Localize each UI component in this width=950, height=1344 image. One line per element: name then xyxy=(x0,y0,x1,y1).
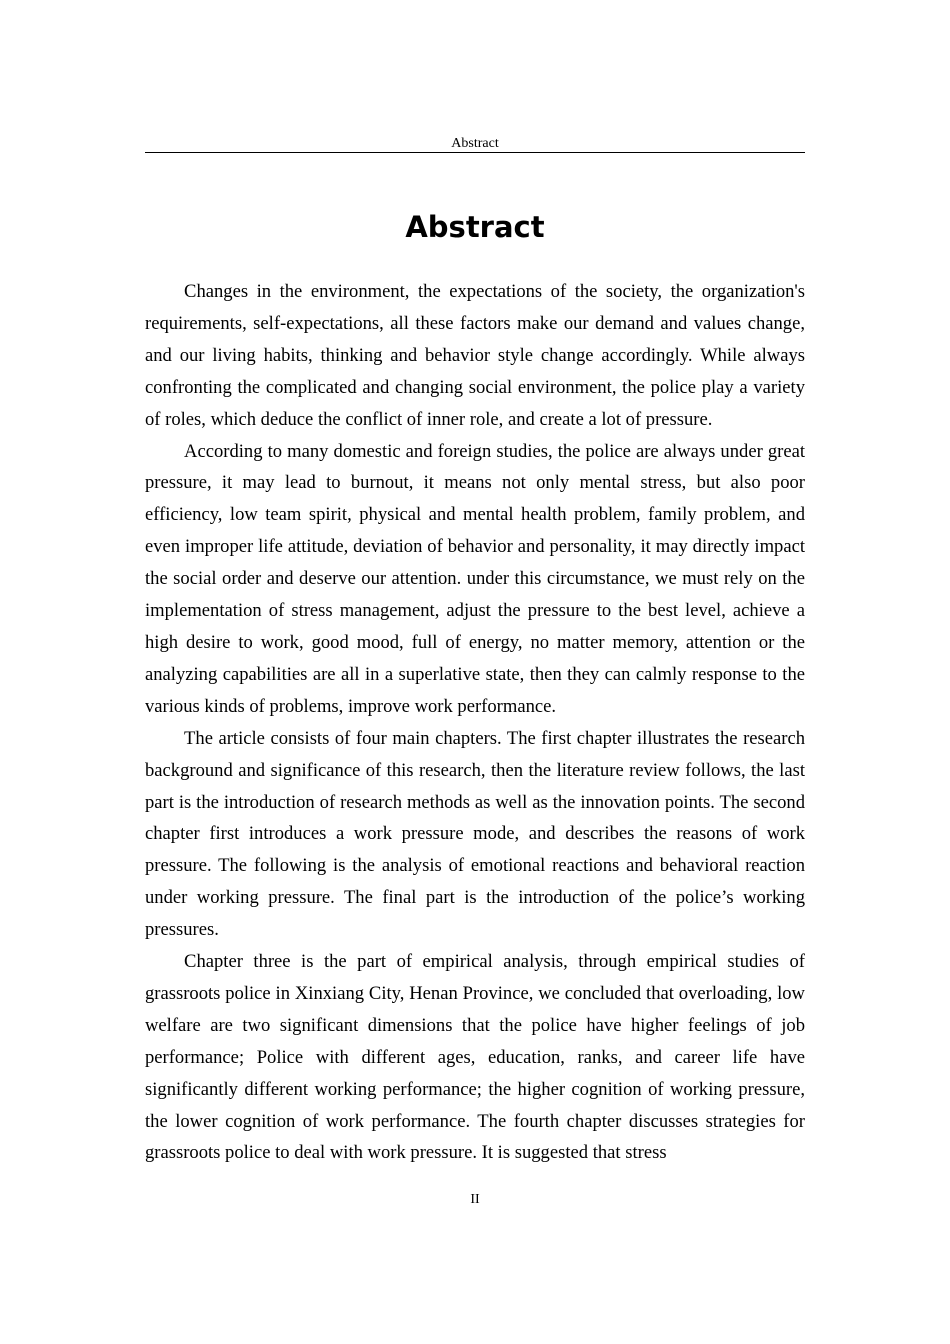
paragraph-2: According to many domestic and foreign studies, the police are always under great pressure, it may lead to burnout, it means not only mental stress, but also poor efficiency, low team spirit, physical and mental health problem, family problem, and even improper life attitude, deviation of behavior and personality, it may directly impact the social order and deserve our attention. under this circumstance, we must rely on the implementation of stress management, adjust the pressure to the best level, achieve a high desire to work, good mood, full of energy, no matter memory, attention or the analyzing capabilities are all in a superlative state, then they can calmly response to the various kinds of problems, improve work performance. xyxy=(145,440,805,717)
page-title: Abstract xyxy=(405,210,545,244)
paragraph-1: Changes in the environment, the expectations of the society, the organization's requirements, self-expectations, all these factors make our demand and values change, and our living habits, thinking and behavior style change accordingly. While always confronting the complicated and changing social environment, the police play a variety of roles, which deduce the conflict of inner role, and create a lot of pressure. xyxy=(145,281,805,430)
paragraph-3: The article consists of four main chapters. The first chapter illustrates the research background and significance of this research, then the literature review follows, the last part is the introduction of research methods as well as the innovation points. The second chapter first introduces a work pressure mode, and describes the reasons of work pressure. The following is the analysis of emotional reactions and behavioral reaction under working pressure. The final part is the introduction of the police’s working pressures. xyxy=(145,727,805,941)
page-number: II xyxy=(470,1192,480,1207)
abstract-body xyxy=(145,276,805,1169)
header-rule xyxy=(145,152,805,153)
paragraph-4: Chapter three is the part of empirical analysis, through empirical studies of grassroots police in Xinxiang City, Henan Province, we concluded that overloading, low welfare are two significant dimensions that the police have higher feelings of job performance; Police with different ages, education, ranks, and career life have significantly different working performance; the higher cognition of working pressure, the lower cognition of work performance. The fourth chapter discusses strategies for grassroots police to deal with work pressure. It is suggested that stress xyxy=(145,951,805,1164)
running-header: Abstract xyxy=(451,136,499,151)
